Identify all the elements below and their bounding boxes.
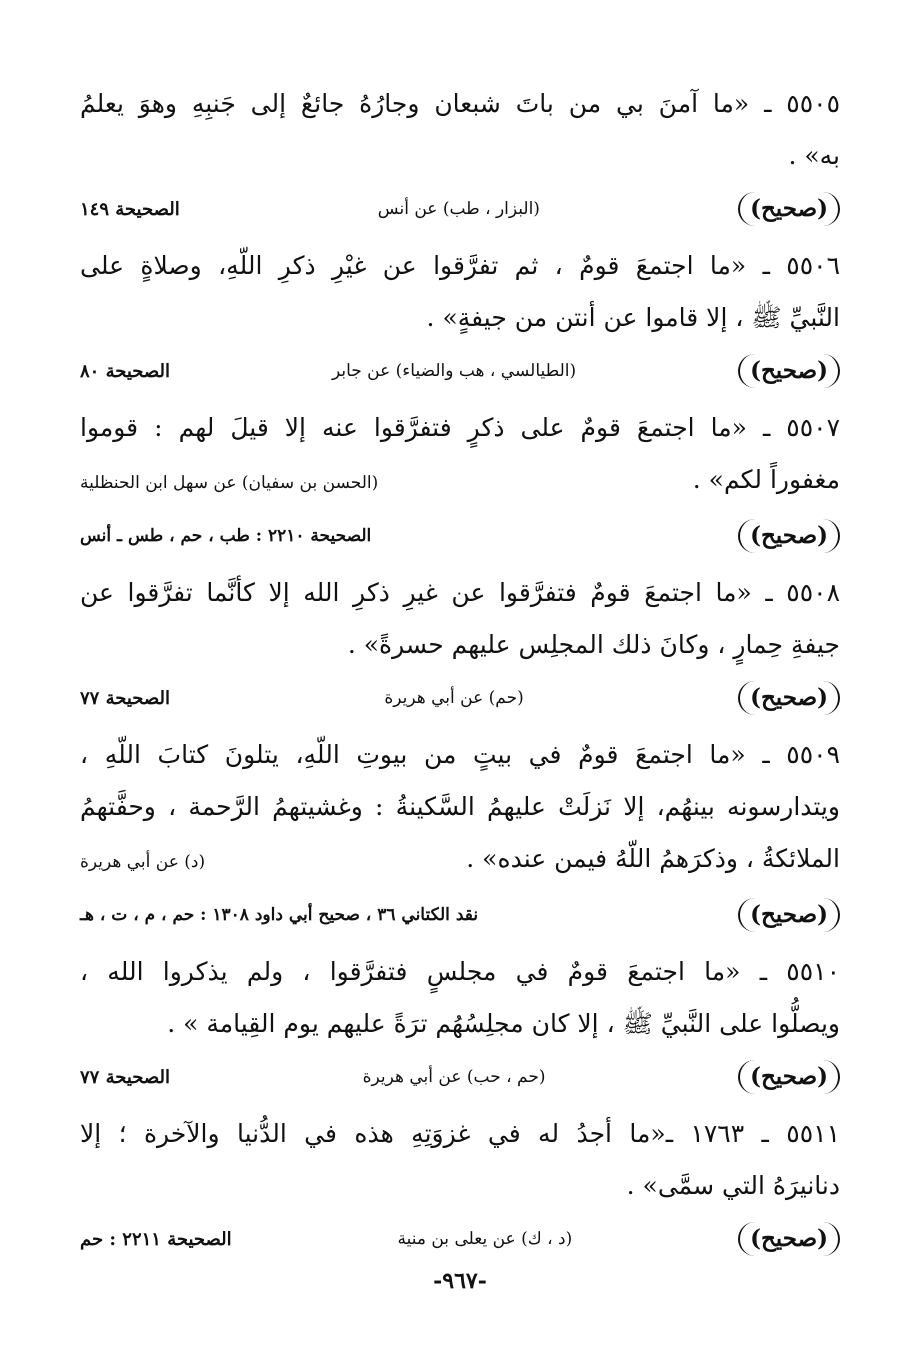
hadith-text-fragment: الملائكةُ ، وذكرَهمُ اللّهُ فيمن عنده» .: [466, 844, 840, 873]
hadith-entry-5510: [80, 946, 840, 1102]
hadith-text-line: ٥٥١١ ـ ١٧٦٣ ـ«ما أجدُ له في غزوَتِهِ هذه في الدُّنيا والآخرة ؛ إلا: [80, 1119, 840, 1148]
hadith-entry-5505: [80, 78, 840, 234]
hadith-text-line: ٥٥٠٨ ـ «ما اجتمعَ قومٌ فتفرَّقوا عن غيرِ ذكرِ الله إلا كأنَّما تفرَّقوا عن: [80, 578, 840, 607]
grade-label: (صحيح): [738, 192, 840, 226]
source-attribution: (الحسن بن سفيان) عن سهل ابن الحنظلية: [80, 473, 379, 493]
hadith-entry-5511: [80, 1108, 840, 1264]
reference-citation: الصحيحة ٢٢١٠ : طب ، حم ، طس ـ أنس: [80, 526, 372, 546]
hadith-text-line: [80, 454, 840, 509]
reference-citation: الصحيحة ٧٧: [80, 687, 171, 709]
hadith-text-fragment: مغفوراً لكم» .: [692, 465, 840, 494]
hadith-text-line: دنانيرَهُ التي سمَّى» .: [626, 1171, 840, 1200]
hadith-text-line: ويتدارسونه بينهُم، إلا نَزلَتْ عليهمُ السَّكينةُ : وغشيتهمُ الرَّحمة ، وحفَّتهمُ: [80, 792, 840, 821]
source-attribution: (الطيالسي ، هب والضياء) عن جابر: [331, 361, 577, 381]
reference-citation: الصحيحة ٨٠: [80, 360, 171, 382]
hadith-entry-5507: [80, 402, 840, 561]
reference-citation: الصحيحة ١٤٩: [80, 198, 180, 220]
source-line: [80, 184, 840, 234]
hadith-entry-5508: [80, 567, 840, 723]
grade-label: (صحيح): [738, 519, 840, 553]
hadith-text-line: ٥٥٠٩ ـ «ما اجتمعَ قومٌ في بيتٍ من بيوتِ اللّهِ، يتلونَ كتابَ اللّهِ ،: [80, 740, 840, 769]
page-number: -٩٦٧-: [433, 1268, 487, 1294]
hadith-text-line: النَّبيِّ ﷺ ، إلا قاموا عن أنتن من جيفةٍ» .: [426, 303, 840, 332]
hadith-entry-5509: [80, 729, 840, 940]
source-line: [80, 1052, 840, 1102]
hadith-text-line: ٥٥٠٧ ـ «ما اجتمعَ قومٌ على ذكرٍ فتفرَّقوا عنه إلا قيلَ لهم : قوموا: [80, 413, 840, 442]
grade-label: (صحيح): [738, 898, 840, 932]
grade-label: (صحيح): [738, 1060, 840, 1094]
reference-citation: نقد الكتاني ٣٦ ، صحيح أبي داود ١٣٠٨ : حم ، م ، ت ، هـ: [80, 905, 479, 925]
reference-citation: الصحيحة ٧٧: [80, 1066, 171, 1088]
hadith-entry-5506: [80, 240, 840, 396]
hadith-text-line: ٥٥١٠ ـ «ما اجتمعَ قومٌ في مجلسٍ فتفرَّقوا ، ولم يذكروا الله ،: [80, 957, 840, 986]
source-attribution: (حم) عن أبي هريرة: [384, 688, 524, 708]
source-attribution: (البزار ، طب) عن أنس: [377, 199, 540, 219]
source-line: [80, 511, 840, 561]
source-line: [80, 890, 840, 940]
source-line: [80, 1214, 840, 1264]
reference-citation: الصحيحة ٢٢١١ : حم: [80, 1228, 232, 1250]
hadith-text-line: ٥٥٠٥ ـ «ما آمنَ بي من باتَ شبعان وجارُهُ جائعٌ إلى جَنبِهِ وهوَ يعلمُ: [80, 89, 840, 118]
source-attribution: (حم ، حب) عن أبي هريرة: [362, 1067, 546, 1087]
grade-label: (صحيح): [738, 354, 840, 388]
source-attribution: (د) عن أبي هريرة: [80, 852, 206, 872]
hadith-text-line: [80, 833, 840, 888]
hadith-text-line: به» .: [788, 141, 840, 170]
hadith-text-line: جيفةِ حِمارٍ ، وكانَ ذلك المجلِس عليهم حسرةً» .: [347, 630, 840, 659]
source-attribution: (د ، ك) عن يعلى بن منية: [397, 1229, 573, 1249]
document-page: [80, 78, 840, 1270]
grade-label: (صحيح): [738, 681, 840, 715]
hadith-text-line: ٥٥٠٦ ـ «ما اجتمعَ قومٌ ، ثم تفرَّقوا عن غيْرِ ذكرِ اللّهِ، وصلاةٍ على: [80, 251, 840, 280]
source-line: [80, 673, 840, 723]
source-line: [80, 346, 840, 396]
hadith-text-line: ويصلُّوا على النَّبيِّ ﷺ ، إلا كان مجلِسُهُم ترَةً عليهم يوم القِيامة » .: [167, 1009, 840, 1038]
grade-label: (صحيح): [738, 1222, 840, 1256]
